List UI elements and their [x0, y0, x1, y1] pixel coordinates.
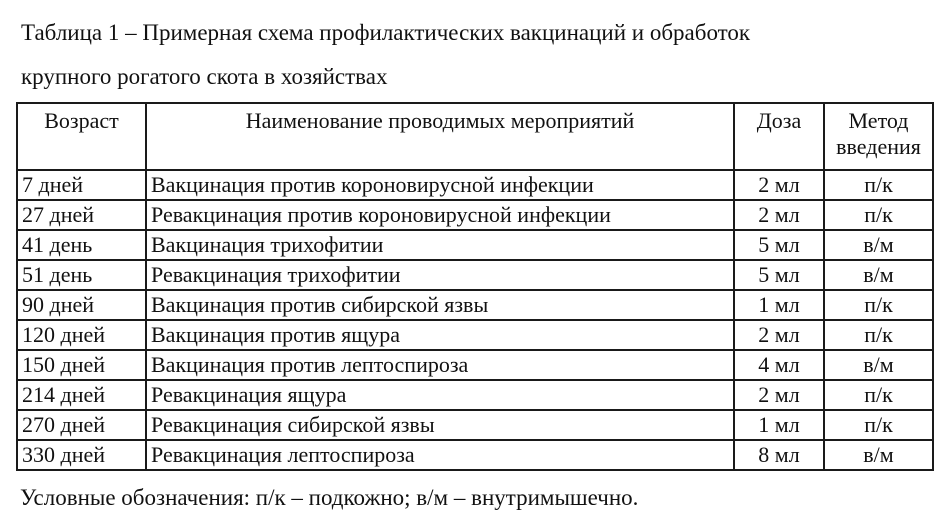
vaccination-schedule-table [16, 102, 934, 471]
cell-age: 7 дней [17, 170, 146, 200]
table-row [17, 170, 933, 200]
cell-dose: 5 мл [734, 230, 824, 260]
cell-measure-name: Вакцинация против сибирской язвы [146, 290, 734, 320]
cell-method: п/к [824, 290, 933, 320]
table-row [17, 260, 933, 290]
cell-age: 214 дней [17, 380, 146, 410]
table-row [17, 200, 933, 230]
table-caption-line-2: крупного рогатого скота в хозяйствах [21, 64, 388, 89]
cell-dose: 5 мл [734, 260, 824, 290]
cell-measure-name: Вакцинация против ящура [146, 320, 734, 350]
cell-age: 270 дней [17, 410, 146, 440]
cell-dose: 2 мл [734, 170, 824, 200]
cell-method: в/м [824, 230, 933, 260]
table-row [17, 290, 933, 320]
cell-measure-name: Ревакцинация против короновирусной инфекции [146, 200, 734, 230]
cell-dose: 2 мл [734, 320, 824, 350]
cell-dose: 4 мл [734, 350, 824, 380]
header-method-line-2: введения [836, 134, 921, 159]
table-row [17, 320, 933, 350]
cell-age: 330 дней [17, 440, 146, 470]
cell-method: п/к [824, 380, 933, 410]
cell-measure-name: Вакцинация трихофитии [146, 230, 734, 260]
cell-measure-name: Ревакцинация сибирской язвы [146, 410, 734, 440]
table-row [17, 440, 933, 470]
cell-method: в/м [824, 260, 933, 290]
cell-measure-name: Ревакцинация трихофитии [146, 260, 734, 290]
cell-method: в/м [824, 350, 933, 380]
table-row [17, 380, 933, 410]
cell-dose: 8 мл [734, 440, 824, 470]
header-age: Возраст [17, 103, 146, 170]
cell-age: 120 дней [17, 320, 146, 350]
cell-method: в/м [824, 440, 933, 470]
header-method-line-1: Метод [848, 108, 909, 133]
table-row [17, 410, 933, 440]
table-row [17, 350, 933, 380]
cell-measure-name: Ревакцинация лептоспироза [146, 440, 734, 470]
cell-dose: 1 мл [734, 410, 824, 440]
cell-method: п/к [824, 320, 933, 350]
cell-measure-name: Вакцинация против короновирусной инфекции [146, 170, 734, 200]
table-caption-line-1: Таблица 1 – Примерная схема профилактических вакцинаций и обработок [21, 20, 751, 45]
cell-dose: 1 мл [734, 290, 824, 320]
cell-age: 27 дней [17, 200, 146, 230]
cell-age: 41 день [17, 230, 146, 260]
header-method [824, 103, 933, 170]
cell-dose: 2 мл [734, 380, 824, 410]
table-header-row [17, 103, 933, 170]
cell-dose: 2 мл [734, 200, 824, 230]
header-dose: Доза [734, 103, 824, 170]
cell-method: п/к [824, 410, 933, 440]
header-measure-name: Наименование проводимых мероприятий [146, 103, 734, 170]
cell-age: 51 день [17, 260, 146, 290]
cell-age: 90 дней [17, 290, 146, 320]
cell-measure-name: Вакцинация против лептоспироза [146, 350, 734, 380]
table-row [17, 230, 933, 260]
legend-footnote: Условные обозначения: п/к – подкожно; в/м – внутримышечно. [20, 485, 639, 510]
cell-method: п/к [824, 170, 933, 200]
cell-measure-name: Ревакцинация ящура [146, 380, 734, 410]
cell-age: 150 дней [17, 350, 146, 380]
cell-method: п/к [824, 200, 933, 230]
